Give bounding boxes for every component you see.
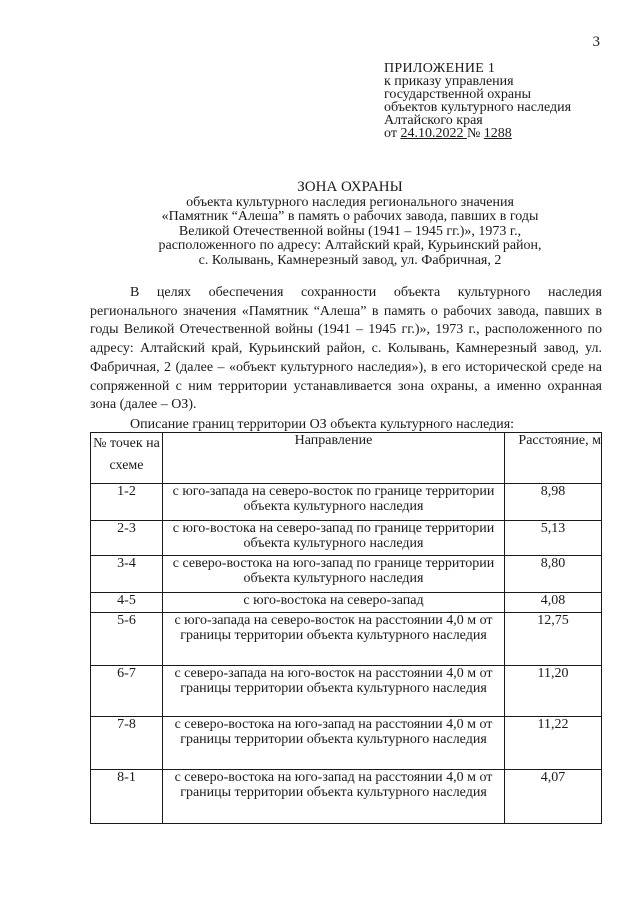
cell-points: 4-5 (91, 593, 163, 613)
zone-heading (100, 180, 600, 268)
cell-direction: с северо-востока на юго-запад на расстоянии 4,0 м от границы территории объекта культурного наследия (163, 717, 505, 770)
cell-distance: 12,75 (505, 613, 602, 666)
page-number: 3 (592, 34, 600, 50)
cell-points: 8-1 (91, 770, 163, 824)
appendix-line: к приказу управления (384, 74, 514, 89)
cell-direction: с северо-запада на юго-восток на расстоянии 4,0 м от границы территории объекта культурного наследия (163, 666, 505, 717)
cell-distance: 8,80 (505, 556, 602, 593)
boundary-table (90, 432, 602, 824)
header-direction: Направление (163, 433, 505, 484)
zone-title: ЗОНА ОХРАНЫ (297, 179, 403, 195)
header-distance: Расстояние, м (505, 433, 602, 484)
zone-subtitle-line: расположенного по адресу: Алтайский край, Курьинский район, (158, 238, 542, 253)
table-row (91, 484, 602, 521)
cell-direction: с северо-востока на юго-запад на расстоянии 4,0 м от границы территории объекта культурного наследия (163, 770, 505, 824)
header-points: № точек на схеме (91, 433, 163, 484)
appendix-header (384, 62, 571, 140)
description-line: Описание границ территории ОЗ объекта культурного наследия: (130, 416, 515, 432)
cell-points: 3-4 (91, 556, 163, 593)
cell-direction: с юго-запада на северо-восток на расстоянии 4,0 м от границы территории объекта культурного наследия (163, 613, 505, 666)
order-date: 24.10.2022 (400, 126, 464, 141)
body-text (90, 284, 602, 435)
order-date-number (384, 127, 571, 140)
cell-distance: 5,13 (505, 521, 602, 556)
table-row (91, 556, 602, 593)
cell-points: 6-7 (91, 666, 163, 717)
cell-distance: 11,22 (505, 717, 602, 770)
cell-distance: 11,20 (505, 666, 602, 717)
intro-paragraph: В целях обеспечения сохранности объекта культурного наследия регионального значения «Памятник “Алеша” в память о рабочих завода, павших в годы Великой Отечественной войны (1941 – 1945 гг.)», 1973 г., расположенного по адресу: Алтайский край, Курьинский район, с. Колывань, Камнерезный завод, ул. Фабричная, 2 (далее – «объект культурного наследия»), в его исторической среде на сопряженной с ним территории устанавливается зона охраны, а именно охранная зона (далее – ОЗ). (90, 285, 602, 413)
table-row (91, 770, 602, 824)
cell-points: 2-3 (91, 521, 163, 556)
table-row (91, 613, 602, 666)
table-header-row (91, 433, 602, 484)
appendix-line: Алтайского края (384, 113, 483, 128)
zone-subtitle-line: объекта культурного наследия регионального значения (186, 194, 514, 210)
cell-direction: с северо-востока на юго-запад по границе территории объекта культурного наследия (163, 556, 505, 593)
cell-direction: с юго-востока на северо-запад (163, 593, 505, 613)
zone-subtitle-line: Великой Отечественной войны (1941 – 1945 гг.)», 1973 г., (178, 223, 522, 239)
order-number: 1288 (483, 126, 512, 141)
cell-points: 5-6 (91, 613, 163, 666)
cell-distance: 8,98 (505, 484, 602, 521)
date-prefix: от (384, 126, 397, 141)
number-sign: № (466, 126, 481, 141)
appendix-line: объектов культурного наследия (384, 100, 572, 115)
cell-direction: с юго-востока на северо-запад по границе территории объекта культурного наследия (163, 521, 505, 556)
table-row (91, 593, 602, 613)
appendix-line: государственной охраны (384, 87, 532, 102)
table-row (91, 666, 602, 717)
table-row (91, 717, 602, 770)
cell-distance: 4,07 (505, 770, 602, 824)
cell-points: 1-2 (91, 484, 163, 521)
zone-subtitle-line: с. Колывань, Камнерезный завод, ул. Фабричная, 2 (198, 252, 502, 268)
cell-direction: с юго-запада на северо-восток по границе территории объекта культурного наследия (163, 484, 505, 521)
zone-subtitle-line: «Памятник “Алеша” в память о рабочих завода, павших в годы (161, 209, 539, 224)
cell-distance: 4,08 (505, 593, 602, 613)
appendix-title: ПРИЛОЖЕНИЕ 1 (384, 61, 496, 76)
cell-points: 7-8 (91, 717, 163, 770)
table-row (91, 521, 602, 556)
